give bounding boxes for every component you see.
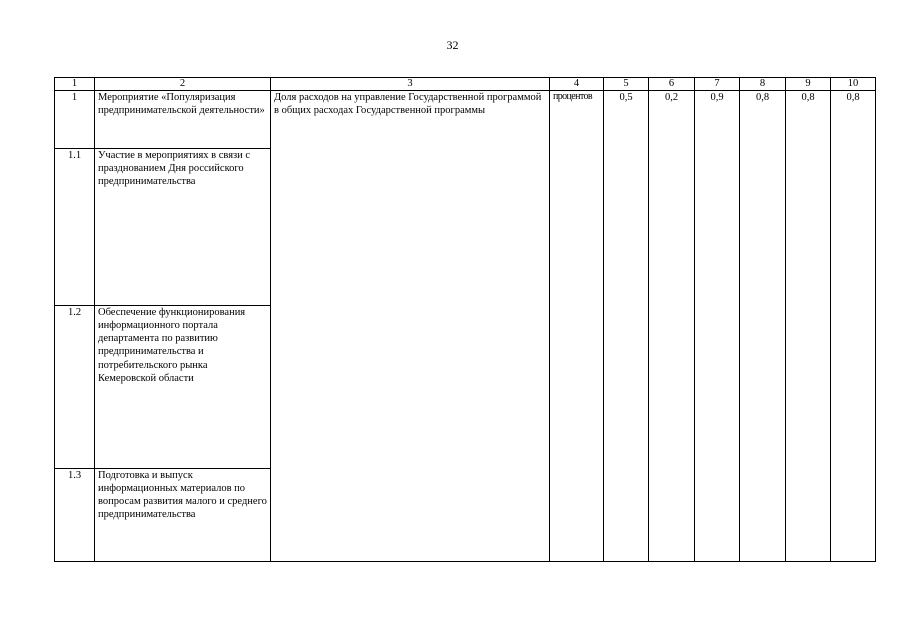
header-cell: 1 [55,78,95,91]
header-cell: 3 [271,78,550,91]
header-cell: 7 [695,78,740,91]
header-cell: 2 [95,78,271,91]
activity-name: Мероприятие «Популяризация предпринимательской деятельности» [95,91,271,149]
header-cell: 6 [649,78,695,91]
header-cell: 9 [786,78,831,91]
indicator-value: 0,8 [786,91,831,562]
indicator-value: 0,8 [831,91,876,562]
row-number: 1.1 [55,149,95,306]
activity-name: Подготовка и выпуск информационных материалов по вопросам развития малого и среднего предпринимательства [95,469,271,562]
indicator-value: 0,2 [649,91,695,562]
row-number: 1.2 [55,306,95,469]
row-number: 1.3 [55,469,95,562]
table-row [55,91,876,149]
header-cell: 4 [550,78,604,91]
header-cell: 8 [740,78,786,91]
table-header-row [55,78,876,91]
indicator-value: 0,9 [695,91,740,562]
activity-name: Участие в мероприятиях в связи с празднованием Дня российского предпринимательства [95,149,271,306]
indicator-value: 0,8 [740,91,786,562]
indicators-table [54,77,876,562]
indicator-name: Доля расходов на управление Государственной программой в общих расходах Государственной программы [271,91,550,562]
row-number: 1 [55,91,95,149]
activity-name: Обеспечение функционирования информационного портала департамента по развитию предпринимательства и потребительского рынка Кемеровской области [95,306,271,469]
header-cell: 10 [831,78,876,91]
indicator-unit: процентов [550,91,604,562]
header-cell: 5 [604,78,649,91]
indicator-value: 0,5 [604,91,649,562]
page-number: 32 [446,38,459,52]
